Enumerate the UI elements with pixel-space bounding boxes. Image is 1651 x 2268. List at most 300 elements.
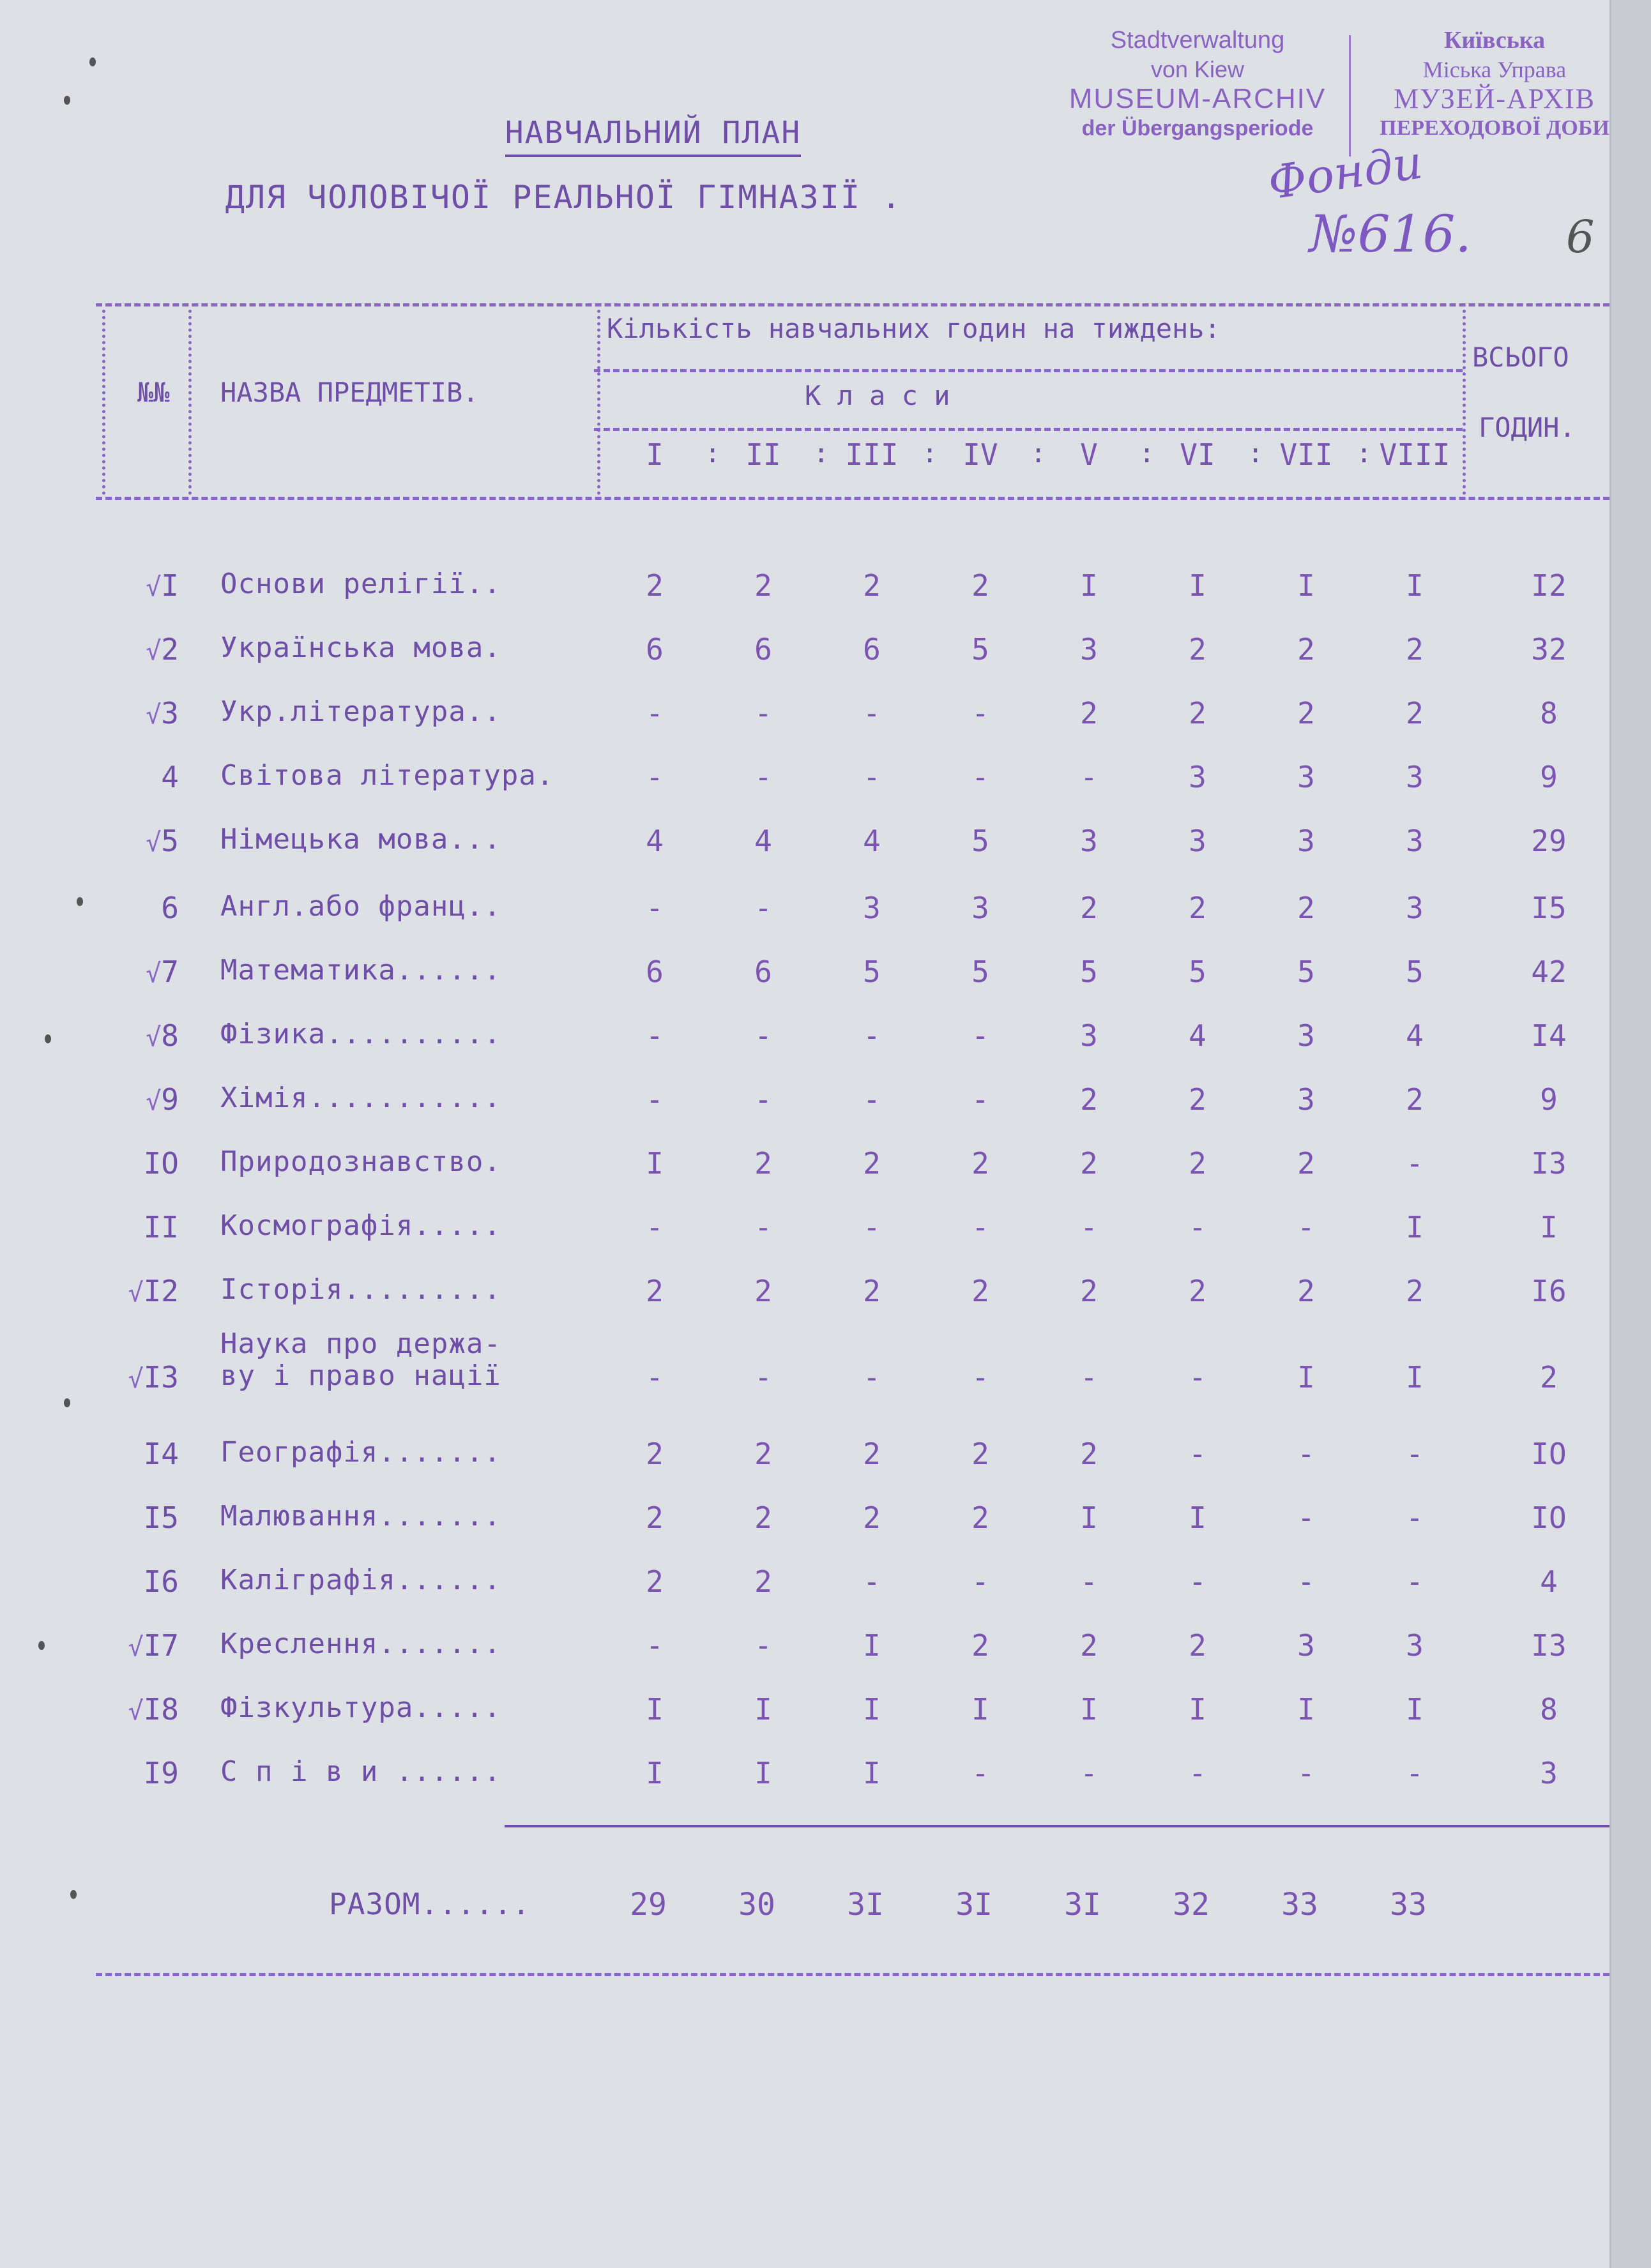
hours-cell: - bbox=[1189, 1437, 1206, 1471]
hours-cell: - bbox=[1189, 1360, 1206, 1395]
subject-name: Креслення....... bbox=[220, 1628, 501, 1660]
table-bottom-rule bbox=[96, 1973, 1609, 1976]
row-number-text: 4 bbox=[161, 760, 179, 794]
sum-value: 3I bbox=[955, 1887, 993, 1923]
header-subject: НАЗВА ПРЕДМЕТІВ. bbox=[220, 377, 479, 408]
row-number-text: 9 bbox=[161, 1082, 179, 1117]
hours-cell: 2 bbox=[754, 1501, 772, 1535]
hours-cell: I bbox=[1406, 1360, 1424, 1395]
hours-cell: I bbox=[863, 1692, 881, 1727]
hours-cell: - bbox=[1297, 1564, 1315, 1599]
row-number-text: I bbox=[161, 568, 179, 603]
hours-cell: 6 bbox=[754, 955, 772, 989]
row-total: 8 bbox=[1540, 696, 1558, 730]
sum-value: 29 bbox=[630, 1887, 667, 1923]
hours-cell: - bbox=[754, 696, 772, 730]
hours-cell: - bbox=[754, 1210, 772, 1244]
hours-cell: 2 bbox=[971, 1501, 989, 1535]
hours-cell: I bbox=[863, 1756, 881, 1790]
hours-cell: 4 bbox=[1189, 1018, 1206, 1053]
subject-name: Німецька мова... bbox=[220, 823, 501, 856]
hours-cell: 2 bbox=[1189, 1082, 1206, 1117]
row-number-text: IO bbox=[143, 1146, 179, 1181]
hours-cell: - bbox=[971, 696, 989, 730]
class-label: III bbox=[845, 437, 899, 472]
header-number: №№ bbox=[137, 377, 170, 408]
hours-cell: - bbox=[754, 1360, 772, 1395]
sum-value: 33 bbox=[1281, 1887, 1318, 1923]
subject-name: Історія......... bbox=[220, 1273, 501, 1306]
hours-cell: - bbox=[863, 1082, 881, 1117]
subject-name: Укр.література.. bbox=[220, 695, 501, 728]
hours-cell: 2 bbox=[863, 1437, 881, 1471]
subject-name: Природознавство. bbox=[220, 1145, 501, 1178]
hours-cell: 5 bbox=[863, 955, 881, 989]
class-separator: : bbox=[1139, 437, 1155, 469]
hours-cell: 2 bbox=[754, 1274, 772, 1308]
hours-cell: - bbox=[1297, 1210, 1315, 1244]
checkmark-icon: √ bbox=[128, 1278, 144, 1308]
hours-cell: - bbox=[754, 1082, 772, 1117]
hours-cell: 3 bbox=[1297, 1628, 1315, 1663]
subject-name: Космографія..... bbox=[220, 1209, 501, 1242]
row-number-text: 5 bbox=[161, 824, 179, 858]
hours-cell: 3 bbox=[1080, 1018, 1098, 1053]
row-number-text: I4 bbox=[143, 1437, 179, 1471]
stamp-line: Київська bbox=[1443, 27, 1546, 54]
subject-name: Каліграфія...... bbox=[220, 1564, 501, 1596]
row-total: IO bbox=[1531, 1437, 1567, 1471]
stamp-line: der Übergangsperiode bbox=[1081, 116, 1314, 140]
hours-cell: I bbox=[1406, 1210, 1424, 1244]
hours-cell: 2 bbox=[1080, 696, 1098, 730]
hours-cell: I bbox=[1406, 568, 1424, 603]
row-total: 9 bbox=[1540, 1082, 1558, 1117]
hours-cell: 2 bbox=[754, 568, 772, 603]
checkmark-icon: √ bbox=[146, 700, 162, 730]
hours-cell: 2 bbox=[1189, 1146, 1206, 1181]
hours-cell: 2 bbox=[971, 1437, 989, 1471]
punch-hole bbox=[38, 1641, 45, 1650]
hours-cell: 2 bbox=[971, 1628, 989, 1663]
row-number bbox=[102, 632, 179, 667]
hours-cell: - bbox=[863, 1564, 881, 1599]
row-number-text: 3 bbox=[161, 696, 179, 730]
hours-cell: - bbox=[754, 760, 772, 794]
row-total: I4 bbox=[1531, 1018, 1567, 1053]
row-number bbox=[102, 1501, 179, 1535]
stamp-line: MUSEUM-ARCHIV bbox=[1069, 83, 1327, 114]
hours-cell: 2 bbox=[1297, 1274, 1315, 1308]
hours-cell: 2 bbox=[863, 1274, 881, 1308]
hours-cell: - bbox=[863, 1018, 881, 1053]
hours-cell: - bbox=[863, 1210, 881, 1244]
hours-cell: 2 bbox=[1406, 696, 1424, 730]
hours-cell: 2 bbox=[754, 1437, 772, 1471]
hours-cell: 2 bbox=[1297, 632, 1315, 667]
row-number bbox=[102, 891, 179, 925]
hours-cell: - bbox=[754, 1628, 772, 1663]
hours-cell: - bbox=[646, 891, 664, 925]
row-number-text: 6 bbox=[161, 891, 179, 925]
hours-cell: 2 bbox=[971, 1146, 989, 1181]
row-total: 4 bbox=[1540, 1564, 1558, 1599]
column-separator bbox=[188, 310, 192, 495]
class-label: VII bbox=[1279, 437, 1333, 472]
hours-cell: I bbox=[646, 1756, 664, 1790]
hours-cell: - bbox=[971, 1564, 989, 1599]
row-number-text: I6 bbox=[143, 1564, 179, 1599]
hours-cell: 4 bbox=[863, 824, 881, 858]
paper-edge bbox=[1609, 0, 1651, 2268]
hours-cell: 2 bbox=[1406, 1082, 1424, 1117]
hours-cell: I bbox=[971, 1692, 989, 1727]
handwritten-page-number: 6 bbox=[1566, 211, 1595, 263]
hours-cell: 3 bbox=[1297, 760, 1315, 794]
hours-cell: - bbox=[863, 760, 881, 794]
subject-name: Географія....... bbox=[220, 1436, 501, 1469]
column-separator bbox=[1463, 310, 1466, 495]
hours-cell: 3 bbox=[863, 891, 881, 925]
sum-value: 3I bbox=[1064, 1887, 1101, 1923]
hours-cell: 2 bbox=[1406, 632, 1424, 667]
hours-cell: I bbox=[1406, 1692, 1424, 1727]
checkmark-icon: √ bbox=[128, 1633, 144, 1662]
class-label: IV bbox=[962, 437, 998, 472]
column-separator bbox=[102, 310, 105, 495]
row-number-text: I7 bbox=[143, 1628, 179, 1663]
row-total: 32 bbox=[1531, 632, 1567, 667]
hours-cell: I bbox=[1189, 1501, 1206, 1535]
hours-cell: 5 bbox=[971, 955, 989, 989]
hours-cell: 2 bbox=[863, 1501, 881, 1535]
hours-cell: 2 bbox=[1297, 1146, 1315, 1181]
subject-name: Математика...... bbox=[220, 954, 501, 987]
checkmark-icon: √ bbox=[146, 959, 162, 988]
hours-cell: 3 bbox=[1406, 824, 1424, 858]
sum-label: РАЗОМ...... bbox=[329, 1887, 531, 1921]
checkmark-icon: √ bbox=[146, 1023, 162, 1052]
hours-cell: I bbox=[646, 1146, 664, 1181]
punch-hole bbox=[77, 897, 83, 906]
row-number bbox=[102, 1018, 179, 1053]
class-label: II bbox=[745, 437, 781, 472]
row-number-text: 2 bbox=[161, 632, 179, 667]
hours-cell: 5 bbox=[1189, 955, 1206, 989]
row-number-text: I9 bbox=[143, 1756, 179, 1790]
hours-cell: 3 bbox=[1297, 824, 1315, 858]
hours-cell: - bbox=[646, 696, 664, 730]
hours-cell: I bbox=[1080, 568, 1098, 603]
hours-cell: - bbox=[971, 760, 989, 794]
hours-cell: I bbox=[1297, 1692, 1315, 1727]
subject-name: Хімія........... bbox=[220, 1082, 501, 1114]
hours-cell: 5 bbox=[1080, 955, 1098, 989]
subject-name: Основи релігії.. bbox=[220, 568, 501, 600]
row-number bbox=[102, 1756, 179, 1790]
hours-cell: 2 bbox=[1189, 632, 1206, 667]
checkmark-icon: √ bbox=[128, 1365, 144, 1394]
hours-cell: - bbox=[1406, 1756, 1424, 1790]
hours-cell: I bbox=[646, 1692, 664, 1727]
hours-cell: 3 bbox=[1297, 1018, 1315, 1053]
hours-cell: I bbox=[1297, 568, 1315, 603]
row-total: IO bbox=[1531, 1501, 1567, 1535]
hours-cell: 2 bbox=[863, 568, 881, 603]
hours-cell: 2 bbox=[1080, 1274, 1098, 1308]
hours-cell: I bbox=[1189, 1692, 1206, 1727]
subject-name: С п і в и ...... bbox=[220, 1755, 501, 1788]
hours-cell: 2 bbox=[754, 1564, 772, 1599]
hours-cell: I bbox=[1080, 1501, 1098, 1535]
hours-cell: 2 bbox=[1080, 1437, 1098, 1471]
hours-cell: - bbox=[1080, 1564, 1098, 1599]
row-number bbox=[102, 824, 179, 858]
subject-name: Фізкультура..... bbox=[220, 1691, 501, 1724]
row-number bbox=[102, 1210, 179, 1244]
punch-hole bbox=[64, 1398, 70, 1407]
row-total: 2 bbox=[1540, 1360, 1558, 1395]
hours-cell: 2 bbox=[1189, 891, 1206, 925]
hours-cell: I bbox=[1297, 1360, 1315, 1395]
hours-cell: - bbox=[1406, 1501, 1424, 1535]
header-hours: Кількість навчальних годин на тиждень: bbox=[607, 313, 1221, 344]
punch-hole bbox=[64, 96, 70, 105]
row-number bbox=[102, 1360, 179, 1395]
handwritten-fondy: Фонди bbox=[1265, 135, 1426, 210]
checkmark-icon: √ bbox=[146, 637, 162, 666]
hours-cell: 2 bbox=[1297, 696, 1315, 730]
row-total: I3 bbox=[1531, 1628, 1567, 1663]
row-number bbox=[102, 1692, 179, 1727]
row-number-text: II bbox=[143, 1210, 179, 1244]
sum-value: 3I bbox=[847, 1887, 884, 1923]
hours-cell: 2 bbox=[1080, 1146, 1098, 1181]
header-divider bbox=[594, 369, 1463, 372]
row-number bbox=[102, 1082, 179, 1117]
hours-cell: - bbox=[1297, 1501, 1315, 1535]
hours-cell: 6 bbox=[754, 632, 772, 667]
class-separator: : bbox=[1356, 437, 1373, 469]
subject-name: Наука про держа- ву і право нації bbox=[220, 1327, 501, 1392]
hours-cell: - bbox=[1080, 760, 1098, 794]
hours-cell: - bbox=[1297, 1437, 1315, 1471]
punch-hole bbox=[70, 1890, 77, 1899]
checkmark-icon: √ bbox=[146, 828, 162, 858]
hours-cell: - bbox=[971, 1360, 989, 1395]
class-label: VIII bbox=[1379, 437, 1450, 472]
hours-cell: - bbox=[1189, 1756, 1206, 1790]
hours-cell: 2 bbox=[971, 1274, 989, 1308]
hours-cell: 2 bbox=[646, 1564, 664, 1599]
class-separator: : bbox=[1247, 437, 1264, 469]
handwritten-fond-number: №616. bbox=[1309, 204, 1472, 264]
hours-cell: 3 bbox=[1406, 1628, 1424, 1663]
hours-cell: 2 bbox=[754, 1146, 772, 1181]
table-top-rule bbox=[96, 303, 1609, 306]
hours-cell: 6 bbox=[863, 632, 881, 667]
row-number bbox=[102, 760, 179, 794]
hours-cell: - bbox=[971, 1210, 989, 1244]
row-number bbox=[102, 568, 179, 603]
hours-cell: - bbox=[1080, 1210, 1098, 1244]
checkmark-icon: √ bbox=[146, 573, 162, 602]
sum-rule bbox=[505, 1825, 1609, 1827]
header-divider bbox=[594, 428, 1463, 431]
row-number-text: I3 bbox=[143, 1360, 179, 1395]
sum-value: 32 bbox=[1173, 1887, 1210, 1923]
stamp-line: Stadtverwaltung bbox=[1110, 27, 1285, 54]
stamp-line: Міська Управа bbox=[1422, 57, 1567, 82]
hours-cell: I bbox=[1080, 1692, 1098, 1727]
row-number-text: I5 bbox=[143, 1501, 179, 1535]
hours-cell: - bbox=[1080, 1360, 1098, 1395]
stamp-line: МУЗЕЙ-АРХІВ bbox=[1394, 83, 1595, 114]
hours-cell: I bbox=[754, 1692, 772, 1727]
sum-value: 30 bbox=[738, 1887, 775, 1923]
sum-value: 33 bbox=[1390, 1887, 1427, 1923]
hours-cell: 2 bbox=[1080, 1628, 1098, 1663]
hours-cell: 4 bbox=[646, 824, 664, 858]
stamp-line: von Kiew bbox=[1150, 56, 1245, 82]
row-total: 42 bbox=[1531, 955, 1567, 989]
hours-cell: I bbox=[1189, 568, 1206, 603]
row-number bbox=[102, 1437, 179, 1471]
hours-cell: 4 bbox=[754, 824, 772, 858]
hours-cell: 2 bbox=[1406, 1274, 1424, 1308]
hours-cell: - bbox=[646, 760, 664, 794]
header-total: ГОДИН. bbox=[1479, 412, 1576, 443]
hours-cell: 5 bbox=[971, 632, 989, 667]
class-label: V bbox=[1080, 437, 1098, 472]
class-separator: : bbox=[922, 437, 938, 469]
hours-cell: - bbox=[971, 1018, 989, 1053]
hours-cell: - bbox=[1189, 1564, 1206, 1599]
hours-cell: - bbox=[1189, 1210, 1206, 1244]
hours-cell: - bbox=[754, 891, 772, 925]
row-total: I2 bbox=[1531, 568, 1567, 603]
hours-cell: 3 bbox=[1297, 1082, 1315, 1117]
checkmark-icon: √ bbox=[146, 1087, 162, 1116]
hours-cell: 3 bbox=[1406, 760, 1424, 794]
hours-cell: 5 bbox=[1297, 955, 1315, 989]
row-total: 8 bbox=[1540, 1692, 1558, 1727]
row-total: I bbox=[1540, 1210, 1558, 1244]
hours-cell: 2 bbox=[1189, 1274, 1206, 1308]
hours-cell: - bbox=[646, 1018, 664, 1053]
header-classes: К л а с и bbox=[805, 380, 950, 411]
hours-cell: - bbox=[971, 1756, 989, 1790]
hours-cell: 6 bbox=[646, 632, 664, 667]
class-separator: : bbox=[704, 437, 721, 469]
checkmark-icon: √ bbox=[128, 1697, 144, 1726]
hours-cell: - bbox=[646, 1628, 664, 1663]
class-label: VI bbox=[1180, 437, 1215, 472]
hours-cell: 2 bbox=[646, 568, 664, 603]
hours-cell: - bbox=[971, 1082, 989, 1117]
hours-cell: 2 bbox=[1297, 891, 1315, 925]
hours-cell: - bbox=[1406, 1564, 1424, 1599]
row-total: 29 bbox=[1531, 824, 1567, 858]
class-label: I bbox=[646, 437, 664, 472]
subject-name: Англ.або франц.. bbox=[220, 890, 501, 923]
hours-cell: 3 bbox=[1406, 891, 1424, 925]
header-total: ВСЬОГО bbox=[1472, 342, 1569, 373]
hours-cell: 2 bbox=[1189, 696, 1206, 730]
hours-cell: I bbox=[863, 1628, 881, 1663]
hours-cell: 5 bbox=[971, 824, 989, 858]
hours-cell: - bbox=[863, 1360, 881, 1395]
hours-cell: - bbox=[754, 1018, 772, 1053]
hours-cell: 2 bbox=[1189, 1628, 1206, 1663]
hours-cell: 2 bbox=[1080, 891, 1098, 925]
subject-name: Малювання....... bbox=[220, 1500, 501, 1532]
hours-cell: - bbox=[646, 1082, 664, 1117]
hours-cell: 3 bbox=[1080, 824, 1098, 858]
hours-cell: - bbox=[646, 1210, 664, 1244]
row-number bbox=[102, 1274, 179, 1308]
hours-cell: - bbox=[863, 696, 881, 730]
subject-name: Фізика.......... bbox=[220, 1018, 501, 1050]
hours-cell: 2 bbox=[646, 1501, 664, 1535]
hours-cell: 2 bbox=[971, 568, 989, 603]
row-number-text: I2 bbox=[143, 1274, 179, 1308]
row-number-text: 7 bbox=[161, 955, 179, 989]
stamp-line: ПЕРЕХОДОВОЇ ДОБИ bbox=[1380, 116, 1609, 140]
row-total: 9 bbox=[1540, 760, 1558, 794]
document-title-text: НАВЧАЛЬНИЙ ПЛАН bbox=[505, 115, 801, 157]
hours-cell: - bbox=[1080, 1756, 1098, 1790]
row-number bbox=[102, 1146, 179, 1181]
hours-cell: 5 bbox=[1406, 955, 1424, 989]
row-number bbox=[102, 955, 179, 989]
hours-cell: 4 bbox=[1406, 1018, 1424, 1053]
hours-cell: 6 bbox=[646, 955, 664, 989]
subject-name: Світова література. bbox=[220, 759, 554, 792]
row-total: 3 bbox=[1540, 1756, 1558, 1790]
document-title bbox=[0, 115, 1479, 151]
hours-cell: I bbox=[754, 1756, 772, 1790]
row-total: I6 bbox=[1531, 1274, 1567, 1308]
class-separator: : bbox=[813, 437, 830, 469]
row-total: I3 bbox=[1531, 1146, 1567, 1181]
document-subtitle: ДЛЯ ЧОЛОВІЧОЇ РЕАЛЬНОЇ ГІМНАЗІЇ . bbox=[225, 179, 902, 216]
subject-name: Українська мова. bbox=[220, 631, 501, 664]
hours-cell: - bbox=[1406, 1146, 1424, 1181]
row-number-text: 8 bbox=[161, 1018, 179, 1053]
hours-cell: - bbox=[1406, 1437, 1424, 1471]
row-number bbox=[102, 1628, 179, 1663]
row-number bbox=[102, 1564, 179, 1599]
hours-cell: 3 bbox=[971, 891, 989, 925]
hours-cell: 2 bbox=[1080, 1082, 1098, 1117]
header-bottom-rule bbox=[96, 497, 1609, 500]
hours-cell: - bbox=[1297, 1756, 1315, 1790]
hours-cell: 2 bbox=[646, 1437, 664, 1471]
row-number bbox=[102, 696, 179, 730]
row-total: I5 bbox=[1531, 891, 1567, 925]
row-number-text: I8 bbox=[143, 1692, 179, 1727]
hours-cell: 2 bbox=[863, 1146, 881, 1181]
column-separator bbox=[597, 310, 600, 495]
hours-cell: 2 bbox=[646, 1274, 664, 1308]
hours-cell: 3 bbox=[1189, 760, 1206, 794]
class-separator: : bbox=[1030, 437, 1047, 469]
hours-cell: 3 bbox=[1189, 824, 1206, 858]
hours-cell: 3 bbox=[1080, 632, 1098, 667]
hours-cell: - bbox=[646, 1360, 664, 1395]
punch-hole bbox=[89, 57, 96, 66]
